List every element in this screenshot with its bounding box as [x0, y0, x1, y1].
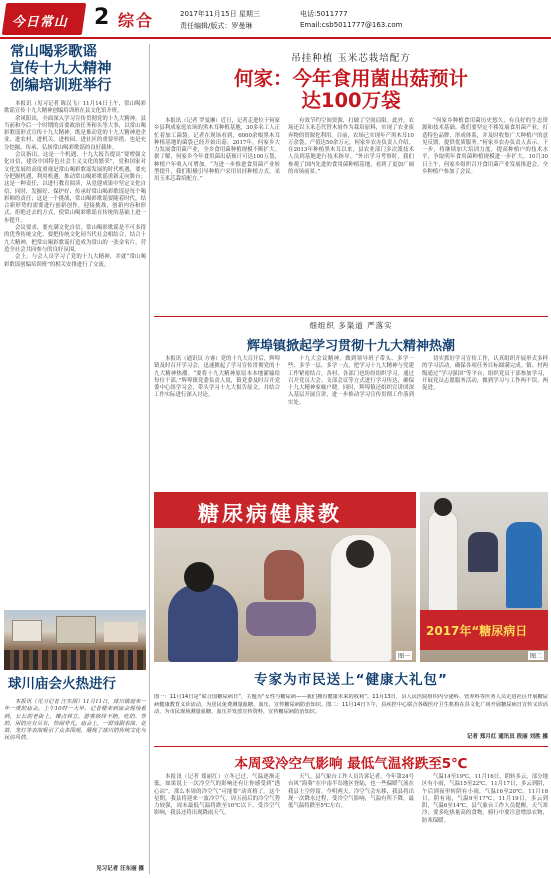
banner-text: 糖尿病健康教 — [198, 502, 342, 526]
diabetes-article — [154, 668, 548, 740]
mushroom-article — [154, 44, 548, 308]
masthead — [0, 0, 551, 40]
section-divider — [154, 746, 548, 747]
cold-air-col-b: 天气。县气象台工作人员告诉记者，今年第24号台风“海葵”在中南半岛地区登陆，也一些偏暖气流在我县上空停留。今明两天，冷空气会东移，我县将出现一次降水过程，受冷空气影响，气温有所下降，最低气温将跌至5℃左右。 — [288, 774, 414, 810]
temple-fair-photo — [4, 610, 146, 670]
date-line: 2017年11月15日 星期三 — [180, 10, 260, 18]
mushroom-kicker: 吊挂种植 玉米芯栽培配方 — [291, 53, 411, 64]
ballad-headline — [4, 44, 146, 95]
diabetes-photo-2 — [420, 492, 548, 662]
masthead-rule — [0, 37, 551, 39]
diabetes-caption: 图一：11月14日是“联合国糖尿病日”，主题为“女性与糖尿病——我们拥有健康未来的权利”。11月13日，县人民医院组织内分泌科、营养科等医务人员走进社区开展糖尿病健康教育义诊活动，为居民免费测量血糖、血压，宣传糖尿病防治知识。图二：11月14日下午，县疾控中心联合各级医疗卫生机构在县文化广场开展糖尿病日宣传义诊活动，为市民现场测量血糖、血压并发放宣传资料，宣传糖尿病防治知识。 — [154, 694, 548, 716]
ballad-paragraph: 会议要求，要充满文化自信，常山喝彩歌谣是不可多得的优秀传统文化，要把传统文化同当代社会相结合，结合十九大精神，把常山喝彩歌谣打造成为常山的一张金名片，营造全社会共同参与的良好氛围。 — [4, 225, 146, 253]
ballad-paragraph: 余风阳出，全面深入学习宣传贯彻党的十九大精神。县当前和今后一个时期的首要政治任务和头等大事，以常山喝彩歌谣形式宣传十九大精神，既是推动党的十九大精神进企业、进农村、进机关、进校园、进社区的重要举措，也是充分挖掘、传承、弘扬常山喝彩歌谣的良好载体。 — [4, 115, 146, 151]
banner-2 — [420, 610, 548, 650]
section-divider — [154, 316, 548, 317]
mushroom-col-b: 有效节约空间资源，打破了空间局限。此外，农场还以玉米芯代替木屑作为栽培原料，实现了农业废弃物的资源化利用。目前，农场已实现年产黑木耳10万余袋，产值达50余万元。何家乡农办负责人介绍，在2013年种植黑木耳以来，县农业部门多次派技术人员到基地进行技术指导。“外出学习考察时，我们参观了国内先进的食用菌种植基地，看到了更加广阔的市场前景。” — [288, 118, 414, 176]
mushroom-col-a: 本报讯（记者 罗曼琳）近日，记者走进位于何家乡县利成家庭农场的黑木耳种植基地，30多名工人正忙着加工菌袋。记者在现场看到，6000余根黑木耳种植基地的菌袋已经开始出菇。2017年，何家乡大力发展食用菌产业，全乡食用菌种植规模不断扩大。据了解，何家乡今年食用菌出菇预计可达100万袋，种植户年收入可增加。“为进一步推进食用菌产业转型提升，我们积极引导种植户采用吊挂种植方式，采用玉米芯栽培配方。” — [154, 118, 280, 183]
huibu-col-c: 切实抓好学习宣传工作，认真组织开展形式多样的学习活动，确保各项任务目标圆满完成。镇、村两级通过“学习强国”等平台，组织党员干部参加学习，开展党员志愿服务活动，做到学习与工作两不误、两促进。 — [422, 356, 548, 392]
email-line: Email:csb5011777@163.com — [300, 21, 403, 29]
ballad-headline-line-2: 宣传十九大精神 — [10, 61, 112, 77]
cold-air-headline: 本周受冷空气影响 最低气温将跌至5℃ — [234, 756, 468, 772]
editor-line: 责任编辑/版式：罗曼琳 — [180, 22, 253, 30]
cold-air-col-a: 本报讯（记者 郑丽红）立冬已过，气温逐渐走低。如果说上一次冷空气的影响还有让你感受到“透心凉”，那么本周的冷空气“可能要”动真格了。这个星期，我县将迎来一波冷空气，周五前后的冷空气势力较强，周末最低气温将跌至10℃以下。受冷空气影响，我县还将出现降雨天气。 — [154, 774, 280, 817]
ballad-body — [4, 101, 146, 269]
diabetes-headline: 专家为市民送上“健康大礼包” — [254, 672, 448, 688]
huibu-col-a: 本报讯（通讯员 方睿）党的十九大召开后，辉埠镇及时召开学习会，迅速掀起了学习宣传贯彻党的十九大精神热潮。“要将十九大精神原原本本地灌输给每位干部。”辉埠镇党委负责人说，镇党委及时召开党委中心组学习会，带头学习十九大报告原文，并结合工作实际进行深入讨论。 — [154, 356, 280, 399]
ballad-headline-line-3: 创编培训班举行 — [10, 78, 112, 94]
newspaper-logo — [2, 3, 86, 35]
diabetes-photo-1 — [154, 492, 416, 662]
banner-2-text: 2017年“糖尿病日 — [426, 624, 528, 638]
phone-line: 电话:5011777 — [300, 10, 348, 18]
cold-air-col-c: 气温14至19℃。11月16日，阴转多云，部分地区有小雨，气温15至22℃。11月17日，多云到阴，午后到夜里转阴有小雨，气温16至20℃。11月18日，阴有雨，气温9至17℃。11月19日，多云到阴，气温6至14℃。县气象台工作人员提醒，天气寒冷，要多吃热量高的食物，骑行中要注意增添衣物，防寒保暖。 — [422, 774, 548, 824]
page-number: 2 — [94, 5, 110, 30]
section-title: 综合 — [118, 11, 155, 30]
diabetes-byline: 记者 郑月红 通讯员 段丽 刘胜 摄 — [466, 734, 548, 740]
ballad-byline: 本报讯（见习记者 陈汉飞）11月14日上午，常山喝彩歌谣宣传十九大精神创编培训班在县文化馆开班。 — [4, 101, 146, 115]
mushroom-headline-line-2: 达100万袋 — [301, 89, 401, 112]
photo-label-2: 图二 — [529, 653, 542, 660]
temple-fair-headline: 球川庙会火热进行 — [8, 676, 116, 692]
temple-fair-byline: 见习记者 汪东丽 摄 — [96, 866, 144, 872]
temple-fair-body: 本报讯（见习记者 汪东丽）11月11日，球川镇迎来一年一度的庙会。上午10时一大早，记者便来到庙会现场看到，长长的老街上，摊点林立，游客络绎不绝，吃的、穿的、用的应有尽有，热闹非凡。庙会上，一群戏剧表演、花鼓、龙灯等表演吸引了众多围观，展现了球川的传统文化与民俗风情。 — [4, 699, 146, 742]
mushroom-headline-line-1: 何家：今年食用菌出菇预计 — [233, 67, 468, 90]
huibu-col-b: 十九大会议精神，做到领导班子带头、多学一些、多学一层、多学一点，把学习十九大精神与党建工作紧密结合。各村、各部门也纷纷组织学习，通过召开党员大会、支部会议等方式进行学习传达，确保十九大精神家喻户晓。同时，辉埠镇还组织宣讲团深入基层开展宣讲，进一步推动学习宣传贯彻工作落到实处。 — [288, 356, 414, 406]
patient-figure — [168, 584, 238, 662]
changshan-ballad-article — [4, 44, 146, 604]
temple-fair-article — [4, 676, 146, 874]
logo-text: 今日常山 — [11, 15, 68, 30]
ballad-paragraph: 会上，与会人员学习了党的十九大精神，并就“常山喝彩歌谣创编培训班”的相关安排进行了交流。 — [4, 254, 146, 268]
cold-air-article — [154, 752, 548, 874]
ballad-headline-line-1: 常山喝彩歌谣 — [10, 44, 97, 60]
huibu-kicker: 细组织 多渠道 严落实 — [309, 321, 393, 330]
ballad-paragraph: 会议指出，这是一个机遇，十九大报告提出“要增强文化自信，建设中国特色社会主义文化的繁荣”，党和国家对文化发展的高度重视是常山喝彩歌谣发展的时代机遇，要充分把握机遇，利用机遇，推动常山喝彩歌谣重新走向舞台；这是一种责任，以进行教育阅读，从党建成果中坚定文化自信，同时，发掘好、保护好、传承好常山喝彩歌谣是每个喝彩师的责任；这是一个挑战，常山喝彩歌谣要随着时代，结合新形势的需要进行创新创作，迎接挑战，创新内容和形式，拒绝过去的方式，使常山喝彩歌谣在传统的基础上进一步提升。 — [4, 152, 146, 224]
mushroom-col-c: “何家乡种植食用菌历史悠久，有良好的生态资源和技术基础。我们要坚定不移发展食用菌产业，打造特色品牌，形成体系，并及时收集广大种植户的意见反馈，提供优质服务。”何家乡农办负责人表示，下一步，将继续加大培训力度，提高种植户的技术水平，争取明年食用菌种植规模进一步扩大。10月30日上午，何家乡组织召开食用菌产业发展推进会，全乡种植户参加了会议。 — [422, 118, 548, 176]
huibu-study-article — [154, 320, 548, 488]
photo-label-1: 图一 — [397, 653, 410, 660]
mushroom-headline — [154, 68, 548, 112]
huibu-headline: 辉埠镇掀起学习贯彻十九大精神热潮 — [246, 339, 455, 354]
column-divider — [149, 44, 150, 874]
banner — [154, 492, 416, 528]
